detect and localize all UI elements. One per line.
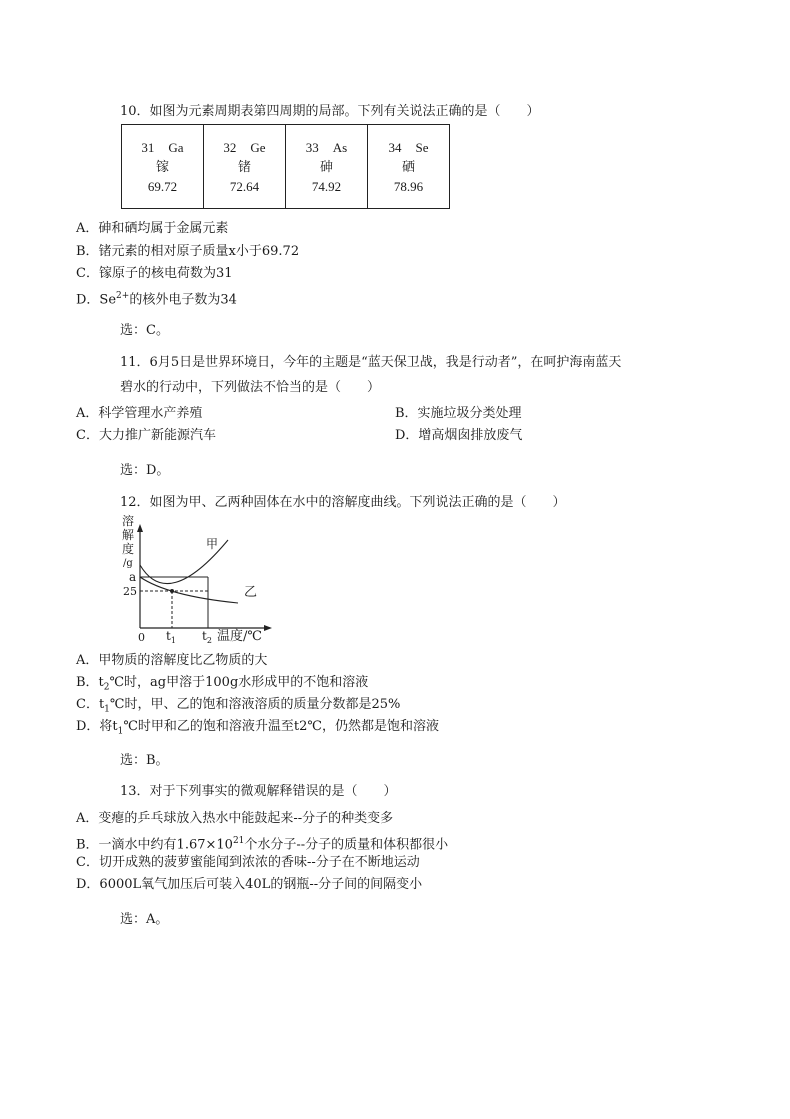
origin-label: 0 bbox=[138, 631, 145, 644]
element-name: 硒 bbox=[401, 158, 415, 174]
option-text: ℃时，ag甲溶于100g水形成甲的不饱和溶液 bbox=[109, 675, 369, 690]
q12-option-d bbox=[76, 718, 439, 741]
option-text: D．Se bbox=[76, 292, 117, 308]
y-axis-label-3: 度 bbox=[122, 542, 135, 556]
option-text: ℃时甲和乙的饱和溶液升温至t2℃，仍然都是饱和溶液 bbox=[123, 719, 439, 734]
y-axis-arrow bbox=[137, 524, 143, 532]
element-number: 31 bbox=[141, 139, 155, 155]
element-cell-as bbox=[286, 125, 368, 209]
element-name: 锗 bbox=[237, 158, 251, 174]
option-text: 个水分子--分子的质量和体积都很小 bbox=[244, 837, 449, 853]
q11-stem-line1: 11．6月5日是世界环境日，今年的主题是“蓝天保卫战，我是行动者”，在呵护海南蓝天 bbox=[120, 355, 622, 370]
t2-main: t bbox=[202, 629, 207, 643]
y25-tick-label: 25 bbox=[123, 585, 137, 598]
option-text: C．t bbox=[76, 697, 105, 712]
curve-yi-label: 乙 bbox=[244, 585, 258, 600]
option-text: ℃时，甲、乙的饱和溶液溶质的质量分数都是25% bbox=[109, 697, 401, 712]
element-name: 砷 bbox=[319, 158, 333, 174]
element-symbol: Ge bbox=[250, 139, 266, 155]
q12-option-a: A．甲物质的溶解度比乙物质的大 bbox=[76, 653, 268, 668]
element-symbol: As bbox=[332, 139, 348, 155]
q10-option-b: B．锗元素的相对原子质量x小于69.72 bbox=[76, 244, 300, 259]
q10-stem: 10．如图为元素周期表第四周期的局部。下列有关说法正确的是（ ） bbox=[120, 104, 540, 119]
q13-stem: 13．对于下列事实的微观解释错误的是（ ） bbox=[120, 784, 397, 799]
q12-option-b bbox=[76, 674, 368, 697]
subscript: 2 bbox=[103, 682, 110, 693]
element-name: 镓 bbox=[155, 158, 169, 174]
curve-jia-label: 甲 bbox=[206, 537, 219, 551]
option-text: D．将t bbox=[76, 719, 118, 734]
q10-option-a: A．砷和硒均属于金属元素 bbox=[76, 221, 229, 236]
q11-answer: 选：D。 bbox=[120, 463, 170, 478]
subscript: 1 bbox=[117, 726, 124, 737]
q11-stem-line2: 碧水的行动中，下列做法不恰当的是（ ） bbox=[120, 380, 381, 395]
element-symbol: Ga bbox=[168, 139, 184, 155]
element-number: 34 bbox=[388, 139, 402, 155]
q10-option-c: C．镓原子的核电荷数为31 bbox=[76, 266, 233, 281]
x-axis-arrow bbox=[264, 625, 272, 631]
superscript: 2+ bbox=[116, 291, 130, 301]
a-tick-label: a bbox=[129, 570, 137, 584]
t2-sub: 2 bbox=[206, 636, 212, 645]
q13-option-a: A．变瘪的乒乓球放入热水中能鼓起来--分子的种类变多 bbox=[76, 811, 394, 826]
q13-answer: 选：A。 bbox=[120, 912, 169, 927]
option-text: B．t bbox=[76, 675, 104, 690]
q10-option-d bbox=[76, 287, 237, 309]
t2-tick-label bbox=[202, 629, 212, 645]
q10-answer: 选：C。 bbox=[120, 323, 169, 338]
superscript: 21 bbox=[232, 836, 245, 846]
option-text: B．一滴水中约有1.67×10 bbox=[76, 837, 233, 853]
element-mass: 69.72 bbox=[147, 178, 178, 194]
q11-option-b: B．实施垃圾分类处理 bbox=[395, 406, 522, 421]
q13-option-b bbox=[76, 832, 448, 854]
q12-stem: 12．如图为甲、乙两种固体在水中的溶解度曲线。下列说法正确的是（ ） bbox=[120, 495, 566, 510]
solubility-curve-graph bbox=[118, 510, 283, 645]
periodic-table-fragment bbox=[121, 124, 450, 209]
element-mass: 78.96 bbox=[393, 178, 424, 194]
element-number: 33 bbox=[305, 139, 319, 155]
q11-option-a: A．科学管理水产养殖 bbox=[76, 406, 203, 421]
element-number: 32 bbox=[223, 139, 237, 155]
q13-option-c: C．切开成熟的菠萝蜜能闻到浓浓的香味--分子在不断地运动 bbox=[76, 855, 420, 870]
q12-option-c bbox=[76, 696, 400, 719]
element-cell-se bbox=[368, 125, 450, 209]
element-mass: 74.92 bbox=[311, 178, 342, 194]
x-axis-label: 温度/℃ bbox=[217, 629, 262, 644]
element-mass: 72.64 bbox=[229, 178, 260, 194]
element-cell-ga bbox=[122, 125, 204, 209]
y-axis-label-1: 溶 bbox=[122, 514, 135, 528]
element-symbol: Se bbox=[415, 139, 429, 155]
t1-main: t bbox=[166, 629, 171, 643]
q11-option-c: C．大力推广新能源汽车 bbox=[76, 428, 216, 443]
y-axis-label-2: 解 bbox=[122, 528, 135, 542]
q11-option-d: D．增高烟囱排放废气 bbox=[395, 428, 523, 443]
q13-option-d: D．6000L氧气加压后可装入40L的钢瓶--分子间的间隔变小 bbox=[76, 877, 423, 892]
t1-tick-label bbox=[166, 629, 176, 645]
y-axis-label-unit: /g bbox=[123, 558, 133, 569]
q12-answer: 选：B。 bbox=[120, 753, 169, 768]
element-cell-ge bbox=[204, 125, 286, 209]
t1-sub: 1 bbox=[170, 636, 176, 645]
subscript: 1 bbox=[104, 704, 110, 715]
option-text: 的核外电子数为34 bbox=[129, 292, 237, 308]
intersection-point bbox=[170, 589, 174, 593]
